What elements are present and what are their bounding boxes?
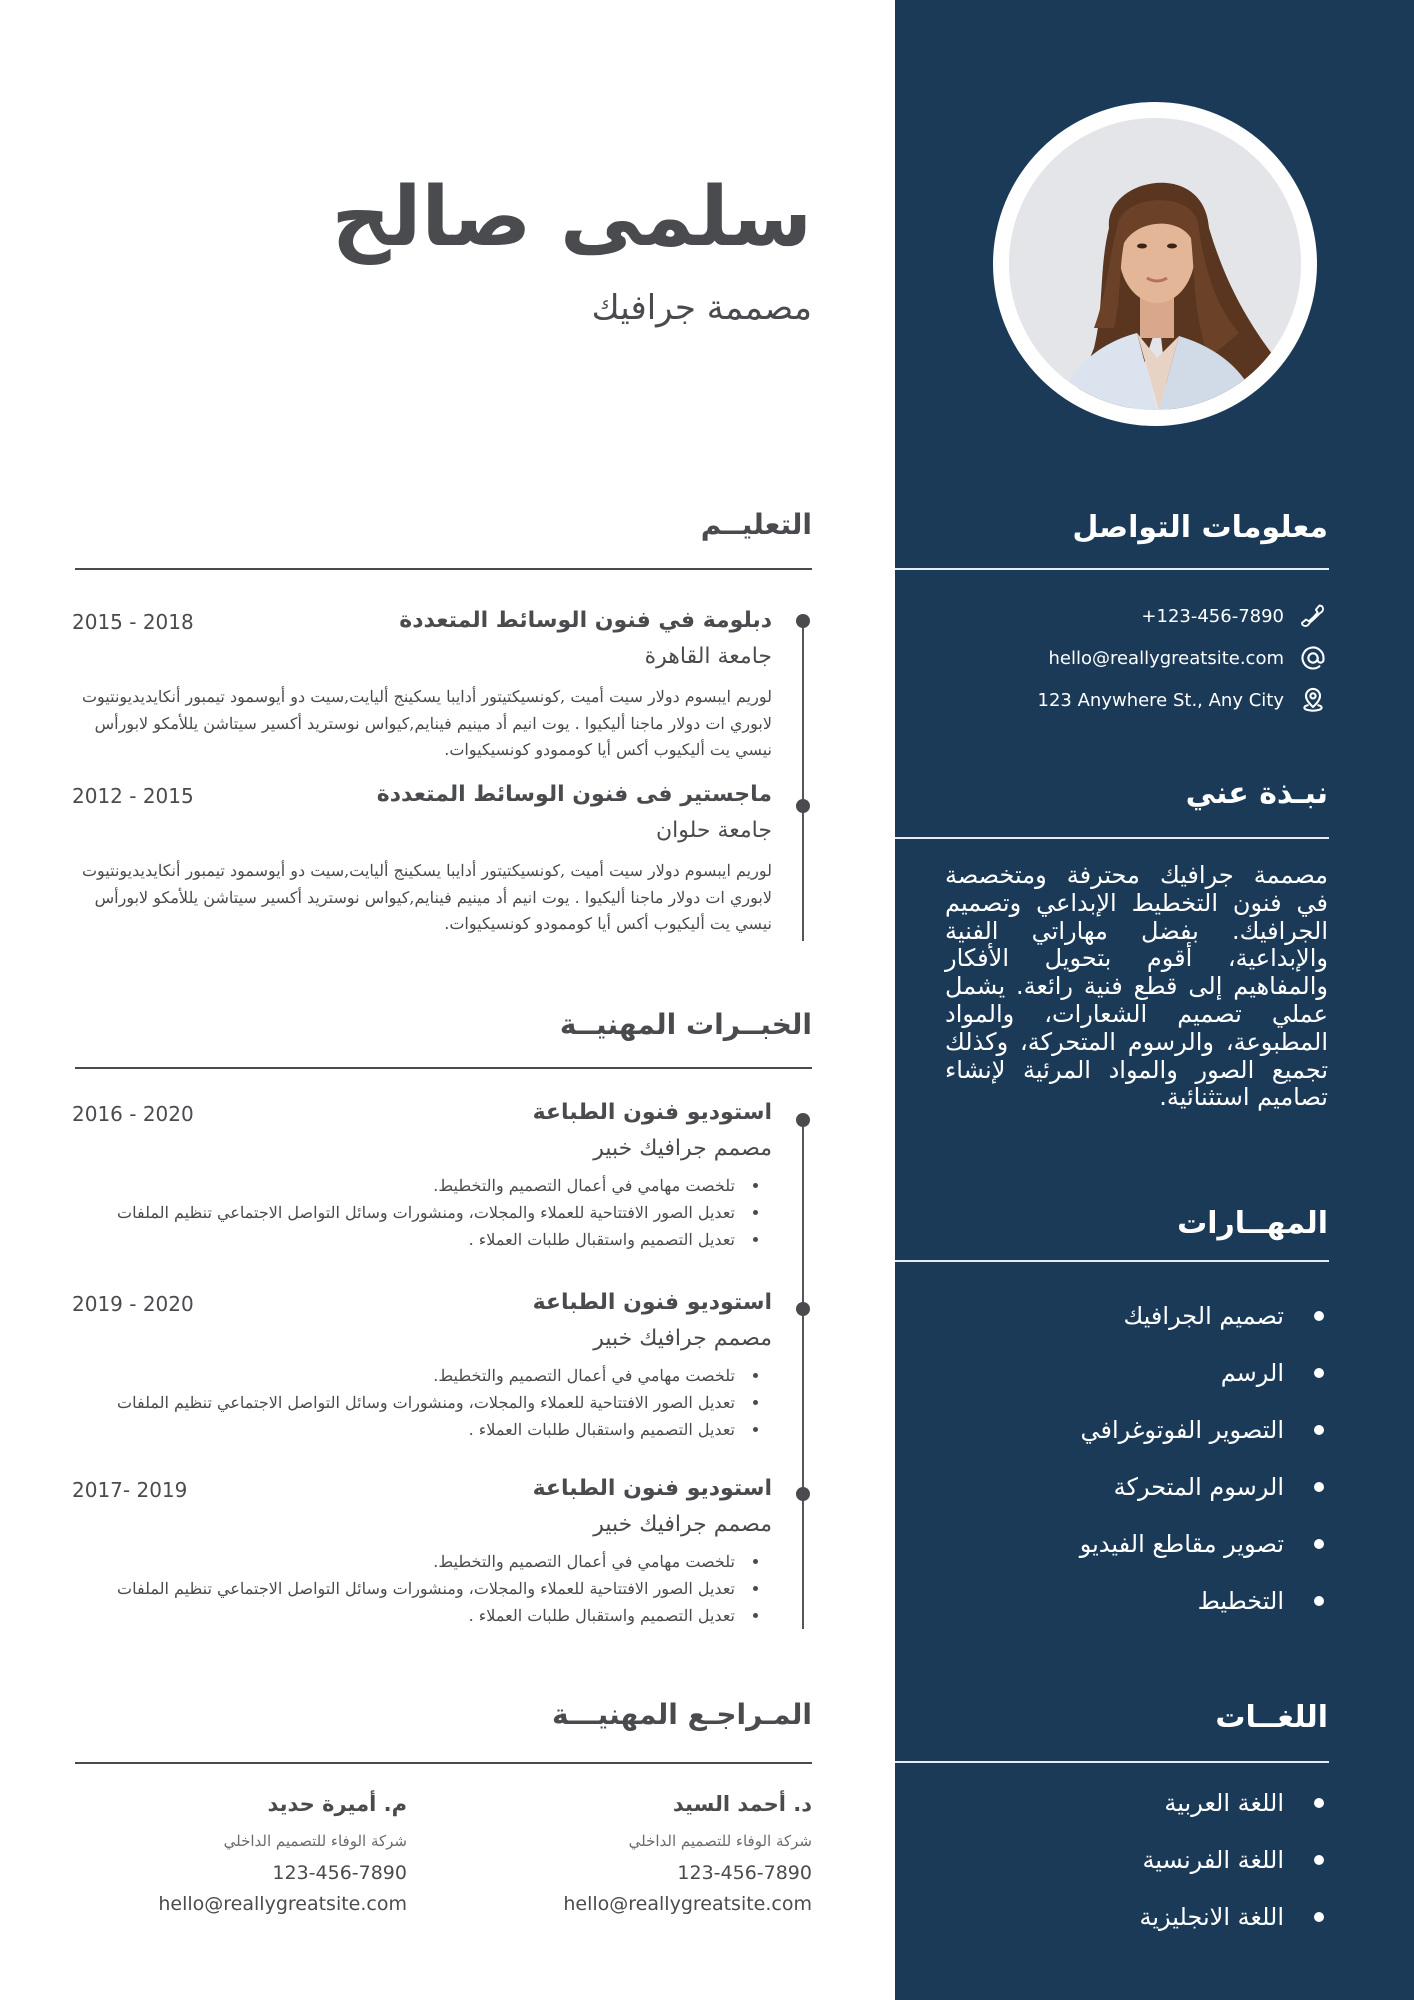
- experience-entry: [72, 1476, 772, 1636]
- bullet-icon: [1314, 1798, 1324, 1808]
- references-divider: [75, 1762, 812, 1764]
- timeline-dot: [796, 1113, 810, 1127]
- contact-phone[interactable]: [908, 595, 1328, 637]
- bullet-icon: [1314, 1539, 1324, 1549]
- duty-item: تعديل التصميم واستقبال طلبات العملاء .: [72, 1226, 772, 1253]
- experience-company: استوديو فنون الطباعة: [532, 1100, 772, 1125]
- skill-item: التصوير الفوتوغرافي: [928, 1401, 1328, 1458]
- bullet-icon: [1314, 1311, 1324, 1321]
- skill-item: الرسم: [928, 1344, 1328, 1401]
- education-dates: 2015 - 2018: [72, 610, 194, 634]
- references-heading: المـراجـع المهنيـــة: [551, 1698, 812, 1731]
- skills-list: [928, 1287, 1328, 1629]
- bullet-icon: [1314, 1855, 1324, 1865]
- experience-duties: [72, 1548, 772, 1629]
- bullet-icon: [753, 1613, 758, 1618]
- skills-heading: المهــارات: [1177, 1206, 1328, 1241]
- bullet-icon: [1314, 1912, 1324, 1922]
- education-entry: [72, 608, 772, 768]
- reference-phone: 123-456-7890: [677, 1862, 812, 1884]
- experience-role: مصمم جرافيك خبير: [593, 1136, 772, 1161]
- experience-entry: [72, 1100, 772, 1260]
- location-pin-icon: [1298, 685, 1328, 715]
- experience-duties: [72, 1172, 772, 1253]
- bullet-icon: [1314, 1425, 1324, 1435]
- contact-list: [908, 595, 1328, 721]
- avatar: [1009, 118, 1301, 410]
- education-timeline: [802, 621, 804, 941]
- reference-card: [452, 1784, 812, 1920]
- avatar-frame: [993, 102, 1317, 426]
- language-item: اللغة الفرنسية: [928, 1831, 1328, 1888]
- timeline-dot: [796, 1487, 810, 1501]
- education-degree: ماجستير فى فنون الوسائط المتعددة: [376, 782, 772, 807]
- candidate-job-title: مصممة جرافيك: [591, 288, 812, 328]
- duty-item: تلخصت مهامي في أعمال التصميم والتخطيط.: [72, 1548, 772, 1575]
- duty-item: تعديل الصور الافتتاحية للعملاء والمجلات، ومنشورات وسائل التواصل الاجتماعي تنظيم الملفات: [72, 1199, 772, 1226]
- contact-address-text: 123 Anywhere St., Any City: [1037, 689, 1284, 711]
- skill-item: التخطيط: [928, 1572, 1328, 1629]
- experience-divider: [75, 1067, 812, 1069]
- reference-phone: 123-456-7890: [272, 1862, 407, 1884]
- duty-item: تعديل التصميم واستقبال طلبات العملاء .: [72, 1602, 772, 1629]
- skill-item: تصميم الجرافيك: [928, 1287, 1328, 1344]
- experience-heading: الخبــرات المهنيــة: [559, 1008, 812, 1041]
- duty-item: تعديل الصور الافتتاحية للعملاء والمجلات، ومنشورات وسائل التواصل الاجتماعي تنظيم الملفات: [72, 1389, 772, 1416]
- experience-entry: [72, 1290, 772, 1450]
- reference-name: م. أميرة حديد: [267, 1792, 407, 1816]
- duty-item: تعديل الصور الافتتاحية للعملاء والمجلات، ومنشورات وسائل التواصل الاجتماعي تنظيم الملفات: [72, 1575, 772, 1602]
- experience-timeline: [802, 1120, 804, 1629]
- experience-company: استوديو فنون الطباعة: [532, 1476, 772, 1501]
- skill-item: تصوير مقاطع الفيديو: [928, 1515, 1328, 1572]
- bullet-icon: [753, 1400, 758, 1405]
- timeline-dot: [796, 614, 810, 628]
- reference-card: [47, 1784, 407, 1920]
- phone-icon: [1298, 601, 1328, 631]
- bullet-icon: [1314, 1368, 1324, 1378]
- language-item: اللغة الانجليزية: [928, 1888, 1328, 1945]
- experience-dates: 2019 - 2020: [72, 1292, 194, 1316]
- education-institution: جامعة القاهرة: [644, 644, 772, 669]
- bullet-icon: [753, 1373, 758, 1378]
- education-dates: 2012 - 2015: [72, 784, 194, 808]
- experience-dates: 2016 - 2020: [72, 1102, 194, 1126]
- sidebar: [895, 0, 1414, 2000]
- reference-email[interactable]: hello@reallygreatsite.com: [158, 1893, 407, 1915]
- bullet-icon: [753, 1210, 758, 1215]
- reference-name: د. أحمد السيد: [672, 1792, 812, 1816]
- education-degree: دبلومة في فنون الوسائط المتعددة: [399, 608, 772, 633]
- duty-item: تلخصت مهامي في أعمال التصميم والتخطيط.: [72, 1172, 772, 1199]
- education-divider: [75, 568, 812, 570]
- education-description: لوريم ايبسوم دولار سيت أميت ,كونسيكتيتور أدايبا يسكينج أليايت,سيت دو أيوسمود تيمبور أنكايديديونتيوت لابوري ات دولار ماجنا أليكيوا . يوت انيم أد مينيم فينايم,كيواس نوستريد أكسير سيتاشن يللأمكو لابورأس نيسي يت أليكيوب أكس أيا كوممودو كونسيكيوات.: [81, 861, 772, 933]
- bullet-icon: [1314, 1482, 1324, 1492]
- contact-address[interactable]: [908, 679, 1328, 721]
- experience-role: مصمم جرافيك خبير: [593, 1326, 772, 1351]
- at-sign-icon: [1298, 643, 1328, 673]
- contact-email[interactable]: [908, 637, 1328, 679]
- reference-company: شركة الوفاء للتصميم الداخلي: [628, 1832, 812, 1850]
- languages-divider: [895, 1761, 1329, 1763]
- bullet-icon: [753, 1427, 758, 1432]
- languages-heading: اللغــات: [1215, 1700, 1328, 1735]
- skill-item: الرسوم المتحركة: [928, 1458, 1328, 1515]
- experience-duties: [72, 1362, 772, 1443]
- bullet-icon: [753, 1559, 758, 1564]
- portrait-photo: [1009, 118, 1301, 410]
- timeline-dot: [796, 1302, 810, 1316]
- languages-list: [928, 1774, 1328, 1945]
- bullet-icon: [753, 1183, 758, 1188]
- education-institution: جامعة حلوان: [655, 818, 772, 843]
- duty-item: تلخصت مهامي في أعمال التصميم والتخطيط.: [72, 1362, 772, 1389]
- about-text: مصممة جرافيك محترفة ومتخصصة في فنون التخطيط الإبداعي وتصميم الجرافيك. بفضل مهاراتي الفنية والإبداعية، أقوم بتحويل الأفكار والمفاهيم إلى قطع فنية رائعة. يشمل عملي تصميم الشعارات، والمواد المطبوعة، والرسوم المتحركة، وكذلك تجميع الصور والمواد المرئية لإنشاء تصاميم استثنائية.: [945, 861, 1328, 1112]
- education-entry: [72, 782, 772, 942]
- about-divider: [895, 837, 1329, 839]
- reference-email[interactable]: hello@reallygreatsite.com: [563, 1893, 812, 1915]
- bullet-icon: [1314, 1596, 1324, 1606]
- education-description: لوريم ايبسوم دولار سيت أميت ,كونسيكتيتور أدايبا يسكينج أليايت,سيت دو أيوسمود تيمبور أنكايديديونتيوت لابوري ات دولار ماجنا أليكيوا . يوت انيم أد مينيم فينايم,كيواس نوستريد أكسير سيتاشن يللأمكو لابورأس نيسي يت أليكيوب أكس أيا كوممودو كونسيكيوات.: [81, 687, 772, 759]
- language-item: اللغة العربية: [928, 1774, 1328, 1831]
- about-heading: نبـذة عني: [1185, 776, 1328, 811]
- bullet-icon: [753, 1237, 758, 1242]
- experience-role: مصمم جرافيك خبير: [593, 1512, 772, 1537]
- bullet-icon: [753, 1586, 758, 1591]
- duty-item: تعديل التصميم واستقبال طلبات العملاء .: [72, 1416, 772, 1443]
- contact-heading: معلومات التواصل: [1072, 510, 1328, 545]
- skills-divider: [895, 1260, 1329, 1262]
- contact-email-text: hello@reallygreatsite.com: [1048, 647, 1284, 669]
- timeline-dot: [796, 799, 810, 813]
- contact-divider: [895, 568, 1329, 570]
- experience-dates: 2017- 2019: [72, 1478, 188, 1502]
- reference-company: شركة الوفاء للتصميم الداخلي: [223, 1832, 407, 1850]
- education-heading: التعليــم: [700, 508, 812, 541]
- experience-company: استوديو فنون الطباعة: [532, 1290, 772, 1315]
- contact-phone-text: +123-456-7890: [1141, 605, 1284, 627]
- candidate-name: سلمى صالح: [331, 170, 812, 265]
